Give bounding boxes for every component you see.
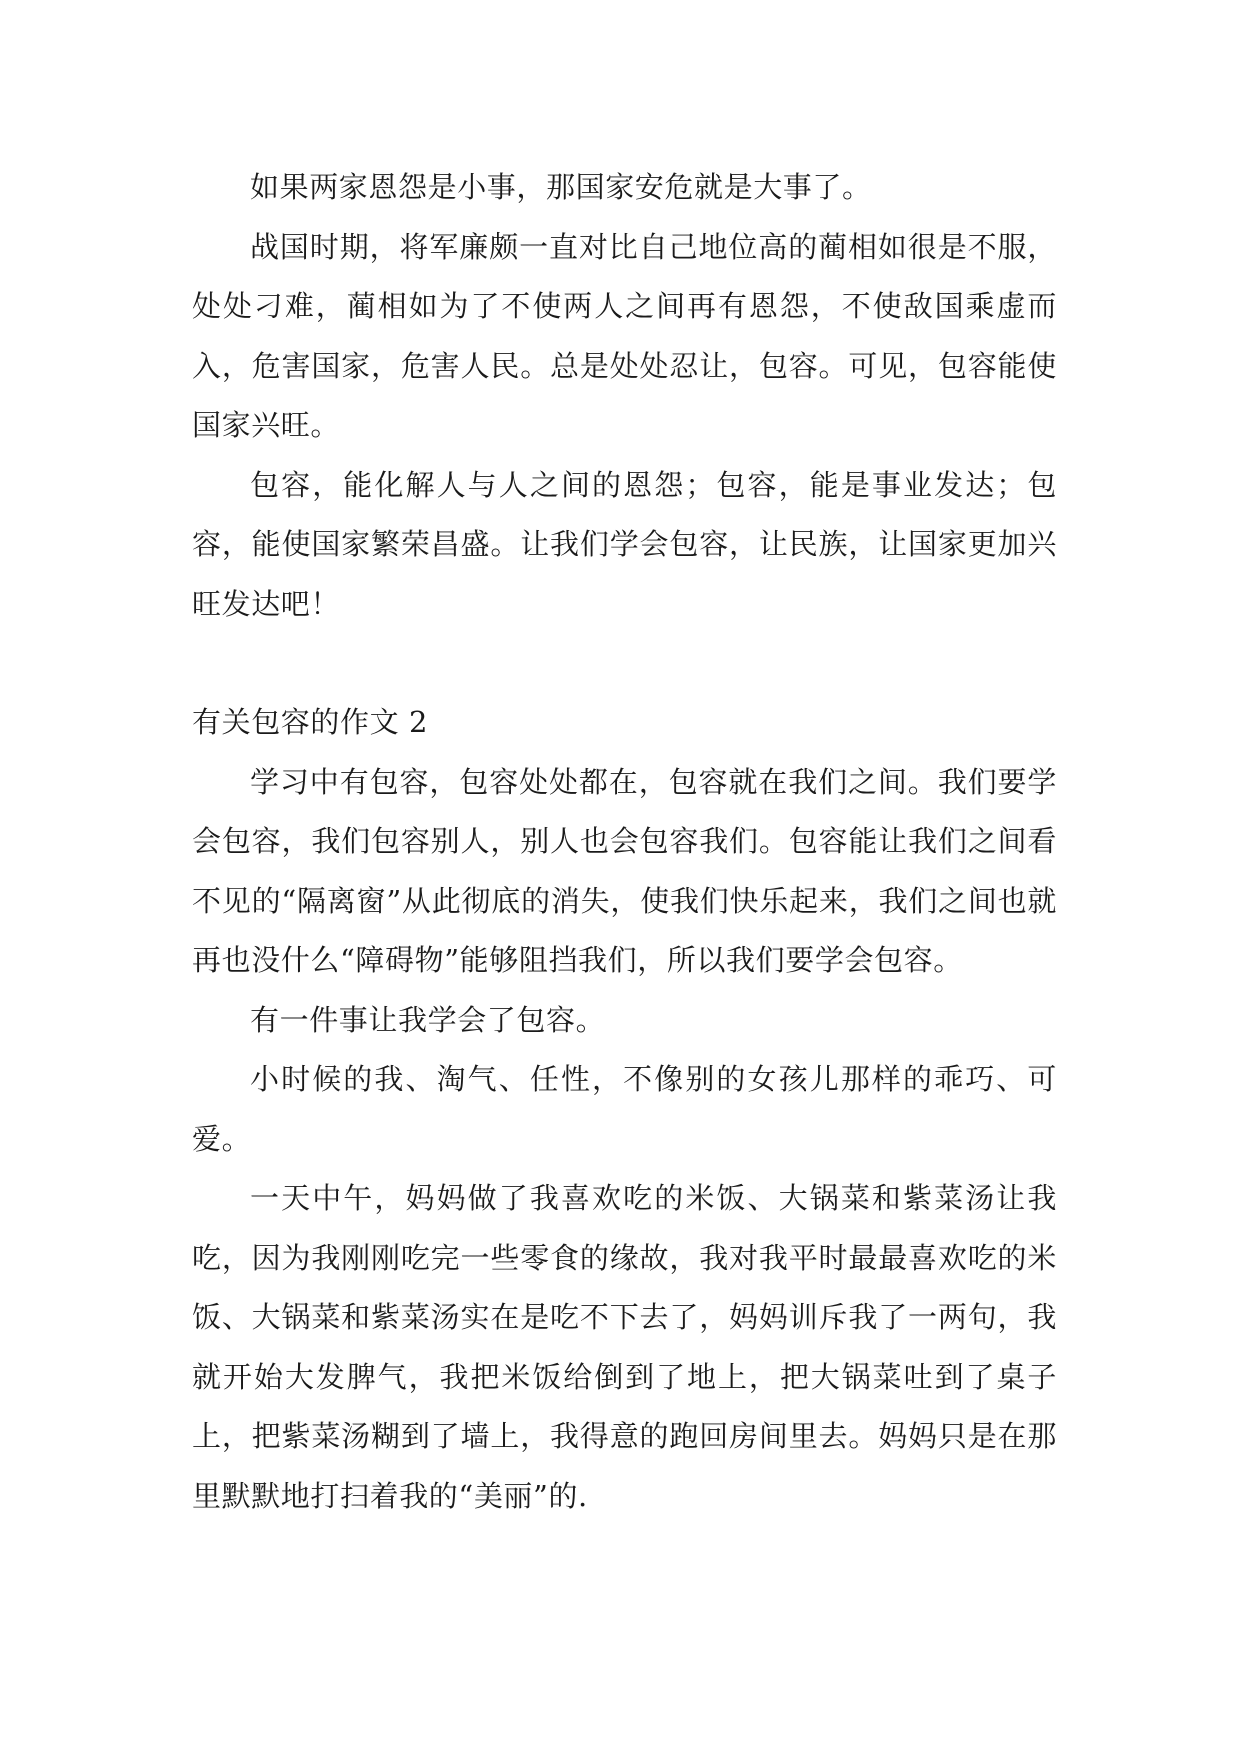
paragraph: 一天中午，妈妈做了我喜欢吃的米饭、大锅菜和紫菜汤让我吃，因为我刚刚吃完一些零食的缘故，我对我平时最最喜欢吃的米饭、大锅菜和紫菜汤实在是吃不下去了，妈妈训斥我了一两句，我就开始大发脾气，我把米饭给倒到了地上，把大锅菜吐到了桌子上，把紫菜汤糊到了墙上，我得意的跑回房间里去。妈妈只是在那里默默地打扫着我的“美丽”的. bbox=[192, 1181, 1057, 1513]
paragraph: 如果两家恩怨是小事，那国家安危就是大事了。 bbox=[250, 170, 872, 204]
document-body bbox=[192, 158, 1057, 1526]
paragraph: 战国时期，将军廉颇一直对比自己地位高的蔺相如很是不服，处处刁难，蔺相如为了不使两人之间再有恩怨，不使敌国乘虚而入，危害国家，危害人民。总是处处忍让，包容。可见，包容能使国家兴旺。 bbox=[192, 229, 1057, 442]
section-heading: 有关包容的作文 2 bbox=[192, 705, 429, 739]
paragraph: 学习中有包容，包容处处都在，包容就在我们之间。我们要学会包容，我们包容别人，别人也会包容我们。包容能让我们之间看不见的“隔离窗”从此彻底的消失，使我们快乐起来，我们之间也就再也没什么“障碍物”能够阻挡我们，所以我们要学会包容。 bbox=[192, 764, 1057, 977]
paragraph: 包容，能化解人与人之间的恩怨；包容，能是事业发达；包容，能使国家繁荣昌盛。让我们学会包容，让民族，让国家更加兴旺发达吧！ bbox=[192, 467, 1057, 621]
paragraph: 有一件事让我学会了包容。 bbox=[250, 1002, 606, 1037]
paragraph: 小时候的我、淘气、任性，不像别的女孩儿那样的乖巧、可爱。 bbox=[192, 1062, 1057, 1156]
section-gap bbox=[192, 634, 1057, 693]
